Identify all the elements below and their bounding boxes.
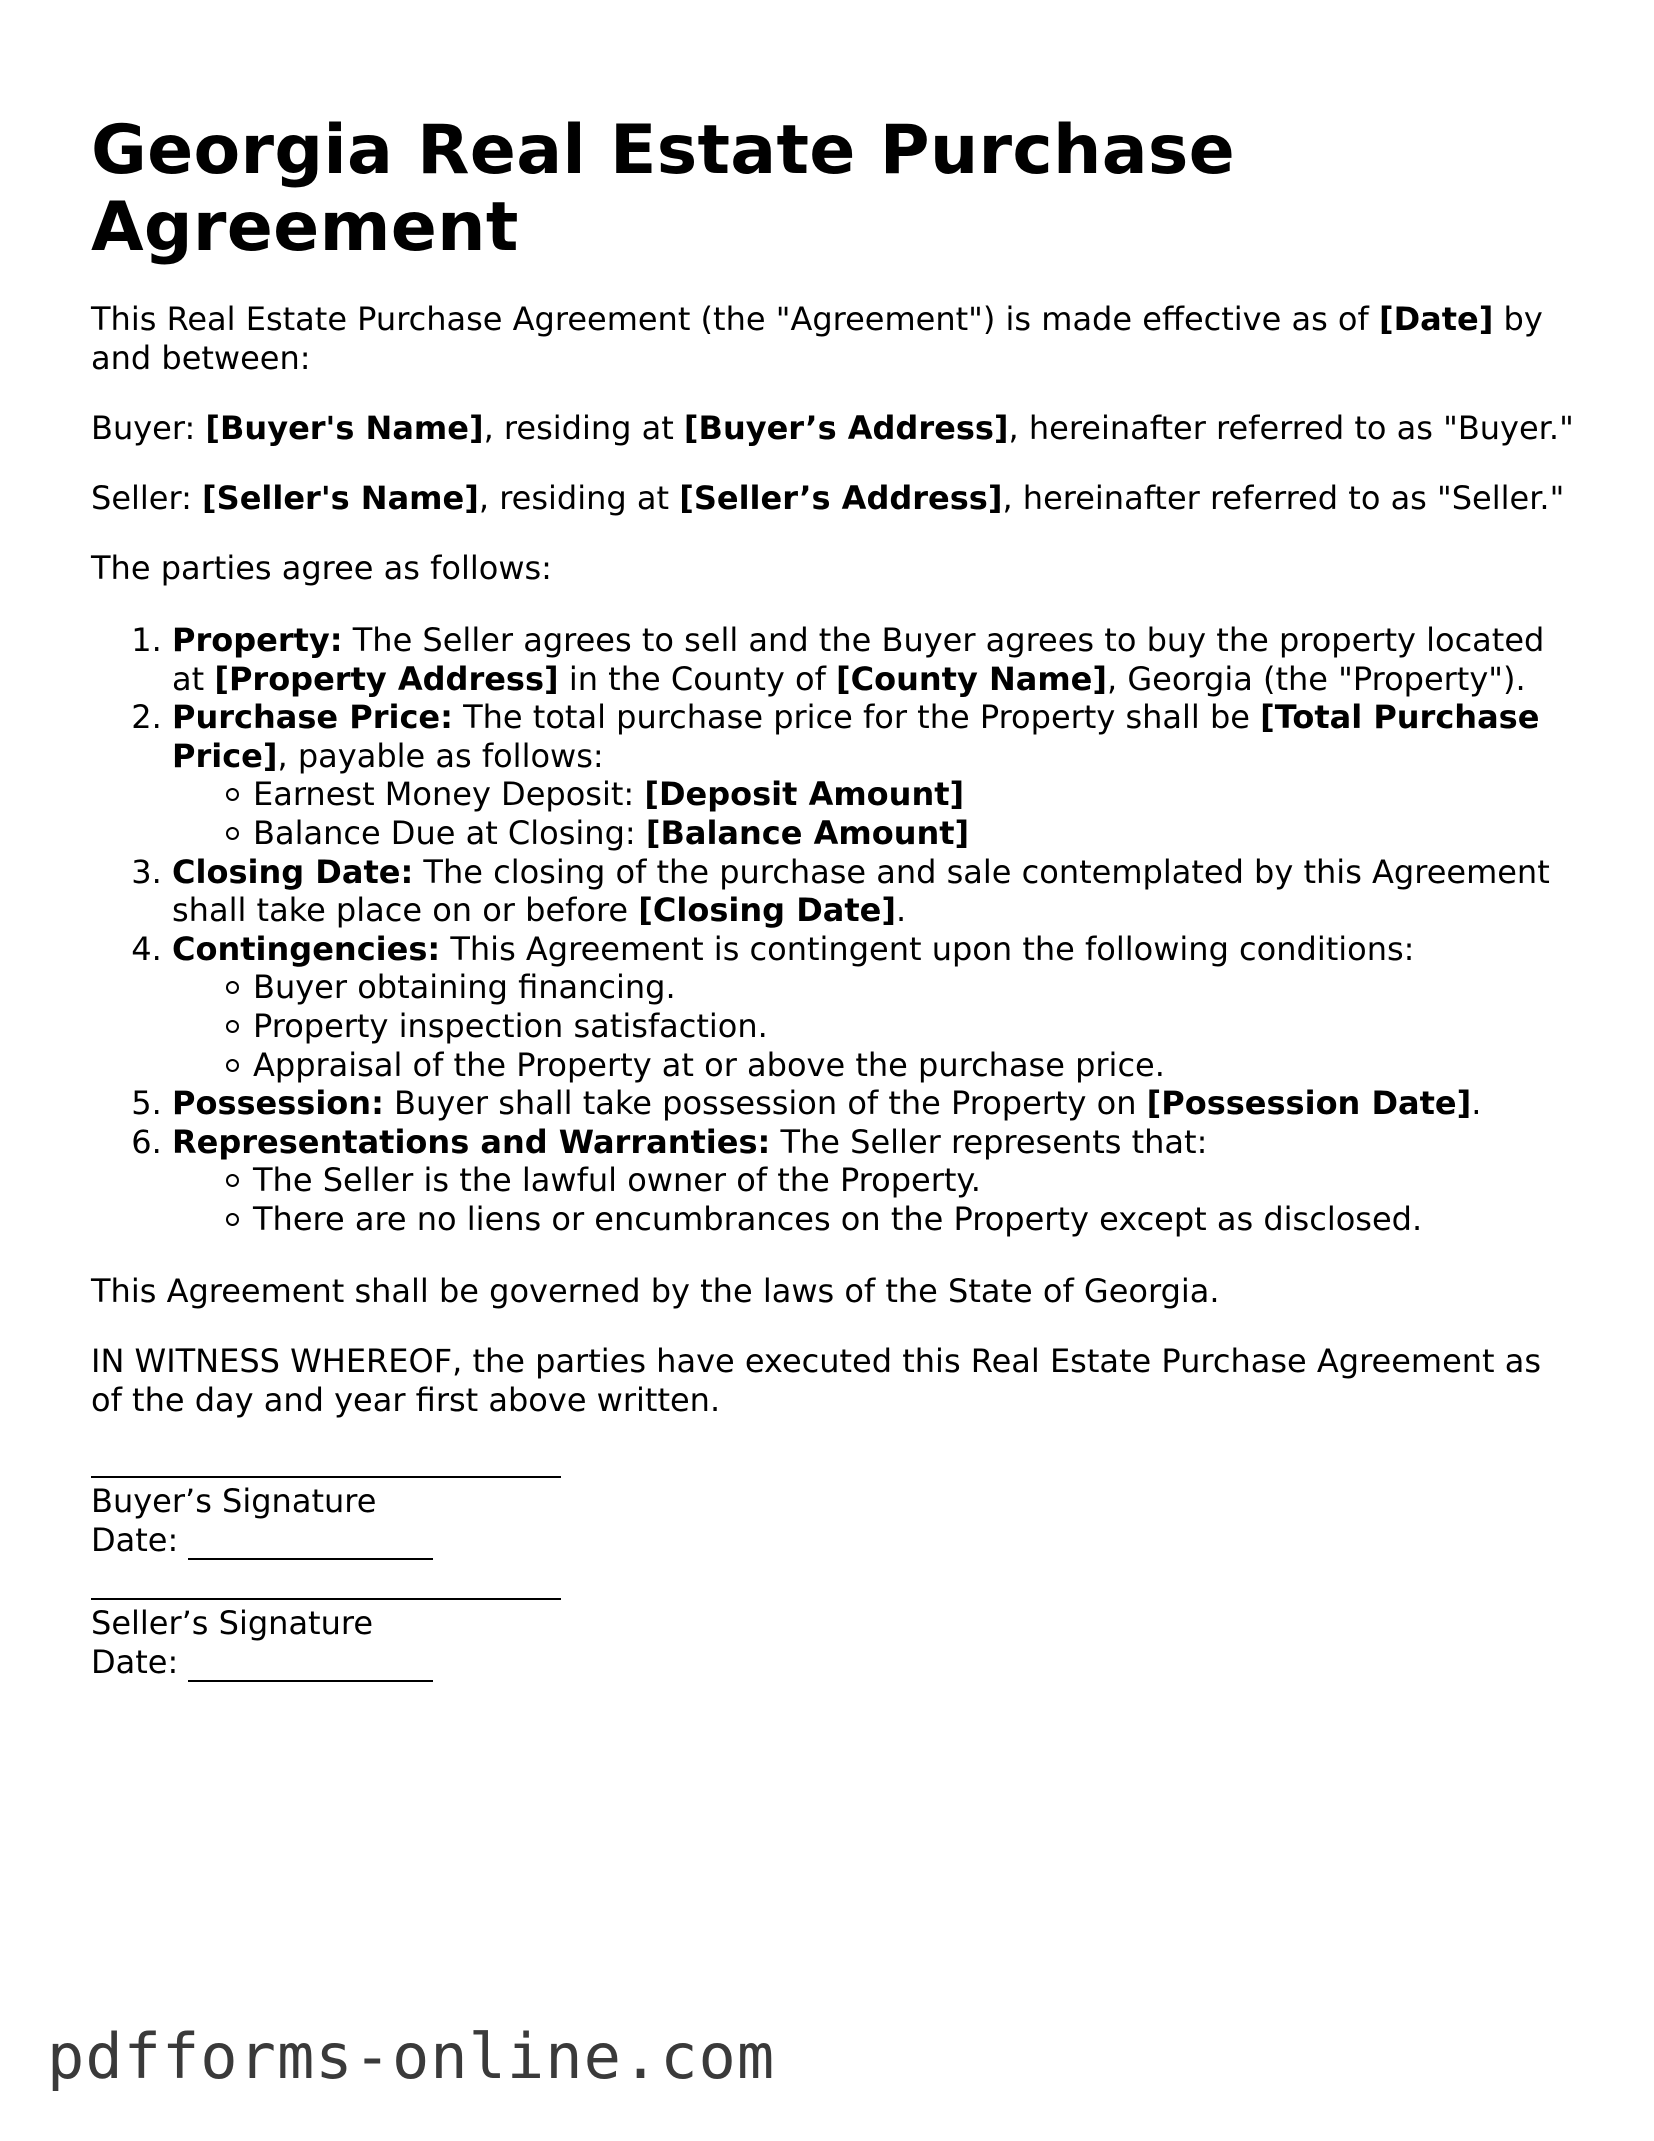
buyer-name-placeholder: [Buyer's Name] xyxy=(205,409,484,447)
governing-law: This Agreement shall be governed by the laws of the State of Georgia. xyxy=(91,1271,1220,1310)
seller-text-end: , hereinafter referred to as "Seller." xyxy=(1002,479,1565,517)
payment-label: Earnest Money Deposit: xyxy=(253,775,645,814)
term-representations xyxy=(172,1123,1581,1239)
buyer-text: , residing at xyxy=(483,409,684,447)
payment-list xyxy=(172,775,1581,852)
intro-paragraph xyxy=(91,300,1581,378)
list-item: Property inspection satisfaction. xyxy=(253,1007,1581,1046)
list-item: Buyer obtaining financing. xyxy=(253,968,1581,1007)
buyer-signature-line[interactable] xyxy=(91,1476,561,1478)
term-text: , payable as follows: xyxy=(277,736,604,775)
term-text: Buyer shall take possession of the Property on xyxy=(383,1084,1147,1123)
term-heading: Possession: xyxy=(172,1084,384,1123)
possession-date-placeholder: [Possession Date] xyxy=(1146,1084,1472,1123)
property-address-placeholder: [Property Address] xyxy=(214,659,559,698)
term-heading: Closing Date: xyxy=(172,852,414,891)
term-property xyxy=(172,621,1581,698)
deposit-amount-placeholder: [Deposit Amount] xyxy=(644,775,965,814)
term-text: This Agreement is contingent upon the following conditions: xyxy=(440,929,1415,968)
agreement-body xyxy=(91,112,1581,1682)
total-price-placeholder: [Total Purchase Price] xyxy=(172,698,1540,775)
list-item: Appraisal of the Property at or above the purchase price. xyxy=(253,1046,1581,1085)
term-text: The closing of the purchase and sale contemplated by this Agreement shall take place on or before xyxy=(172,852,1550,930)
parties-agree: The parties agree as follows: xyxy=(91,549,552,587)
seller-text: , residing at xyxy=(478,479,680,517)
term-text: in the County of xyxy=(558,659,836,698)
witness-clause: IN WITNESS WHEREOF, the parties have executed this Real Estate Purchase Agreement as of the day and year first above written. xyxy=(91,1341,1542,1419)
list-item xyxy=(253,775,1581,814)
term-text: The Seller agrees to sell and the Buyer agrees to buy the property located at xyxy=(172,621,1545,698)
seller-paragraph xyxy=(91,479,1581,518)
county-name-placeholder: [County Name] xyxy=(836,659,1107,698)
buyer-signature-block xyxy=(91,1476,1581,1560)
seller-signature-label: Seller’s Signature xyxy=(91,1603,374,1642)
page-title: Georgia Real Estate Purchase Agreement xyxy=(91,111,1236,267)
seller-signature-block xyxy=(91,1598,1581,1682)
balance-amount-placeholder: [Balance Amount] xyxy=(645,813,970,852)
list-item: There are no liens or encumbrances on the Property except as disclosed. xyxy=(253,1200,1581,1239)
intro-text-end: by and between: xyxy=(91,300,1543,377)
seller-date-row xyxy=(91,1643,1581,1682)
list-item xyxy=(253,814,1581,853)
intro-text: This Real Estate Purchase Agreement (the "Agreement") is made effective as of xyxy=(91,300,1379,338)
terms-list xyxy=(91,621,1581,1239)
term-possession xyxy=(172,1084,1581,1123)
term-text: , Georgia (the "Property"). xyxy=(1107,659,1526,698)
buyer-paragraph xyxy=(91,409,1581,448)
seller-date-line[interactable] xyxy=(188,1646,433,1682)
payment-label: Balance Due at Closing: xyxy=(253,813,646,852)
term-text: . xyxy=(895,891,907,930)
term-contingencies xyxy=(172,930,1581,1084)
buyer-date-line[interactable] xyxy=(188,1524,433,1560)
contingency-list xyxy=(172,968,1581,1084)
representation-list xyxy=(172,1161,1581,1238)
term-purchase-price xyxy=(172,698,1581,852)
buyer-address-placeholder: [Buyer’s Address] xyxy=(683,409,1009,447)
list-item: The Seller is the lawful owner of the Property. xyxy=(253,1161,1581,1200)
buyer-signature-label: Buyer’s Signature xyxy=(91,1481,377,1520)
buyer-date-row xyxy=(91,1521,1581,1560)
term-text: . xyxy=(1471,1084,1482,1123)
date-label: Date: xyxy=(91,1520,179,1559)
buyer-text-end: , hereinafter referred to as "Buyer." xyxy=(1008,409,1574,447)
seller-label: Seller: xyxy=(91,479,203,517)
term-heading: Property: xyxy=(172,621,343,659)
term-text: The Seller represents that: xyxy=(770,1122,1208,1161)
buyer-label: Buyer: xyxy=(91,409,206,447)
closing-date-placeholder: [Closing Date] xyxy=(638,891,896,930)
term-text: The total purchase price for the Property shall be xyxy=(452,698,1261,737)
term-heading: Representations and Warranties: xyxy=(172,1122,771,1161)
seller-signature-line[interactable] xyxy=(91,1598,561,1600)
term-heading: Contingencies: xyxy=(172,929,441,968)
date-label: Date: xyxy=(91,1642,179,1681)
watermark: pdfforms-online.com xyxy=(47,2020,776,2093)
seller-address-placeholder: [Seller’s Address] xyxy=(679,479,1003,517)
term-closing-date xyxy=(172,853,1581,930)
seller-name-placeholder: [Seller's Name] xyxy=(202,479,479,517)
term-heading: Purchase Price: xyxy=(172,698,453,737)
effective-date-placeholder: [Date] xyxy=(1378,300,1494,338)
